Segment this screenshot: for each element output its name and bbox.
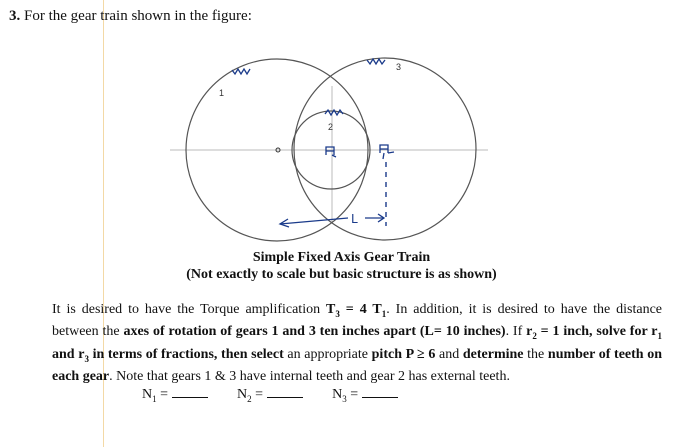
answer-n1[interactable]: $N_1$ = [142,386,208,404]
problem-text: the [523,346,548,362]
problem-text: and [435,346,463,362]
answer-n2[interactable]: $N_2$ = [237,386,303,404]
problem-text: . In addition, it is desired to have the distance between the [52,302,663,340]
gear-2-axis-mark [326,147,336,157]
pitch-requirement: pitch P ≥ 6 [371,346,436,362]
problem-text: . Note that gears 1 & 3 have internal teeth and gear 2 has external teeth. [109,368,510,384]
figure-caption-note: (Not exactly to scale but basic structure is as shown) [186,267,497,282]
answer-blanks [142,386,424,404]
teeth-requirement: number of teeth on each gear [52,346,662,384]
distance-arrow-left [280,218,348,224]
gear-2-label: 2 [328,122,334,132]
gear-3-axis-mark [380,145,394,159]
distance-label: L [351,212,358,226]
answer-n3[interactable]: $N_3$ = [332,386,398,404]
problem-statement [52,301,662,385]
question-text: For the gear train shown in the figure: [24,8,252,24]
answer-blank-n1[interactable] [172,386,208,398]
gear-3-label: 3 [396,62,402,72]
answer-blank-n3[interactable] [362,386,398,398]
problem-text: It is desired to have the Torque amplification [52,302,327,317]
answer-blank-n2[interactable] [267,386,303,398]
torque-t3: $T_3 = 4$ $T_1$ [326,302,387,319]
problem-text: an appropriate [283,346,372,362]
figure-caption-title: Simple Fixed Axis Gear Train [252,250,431,265]
axes-requirement: axes of rotation of gears 1 and 3 ten inches apart (L= 10 inches) [123,324,506,340]
question-number: 3. [9,8,21,24]
gear-1-label: 1 [219,88,225,98]
problem-text: . If [505,324,527,340]
r2-given: $r_2 = 1$ inch, solve for $r_1$ and $r_3$ in terms of fractions, then select [52,324,662,364]
determine-word: determine [462,346,524,362]
